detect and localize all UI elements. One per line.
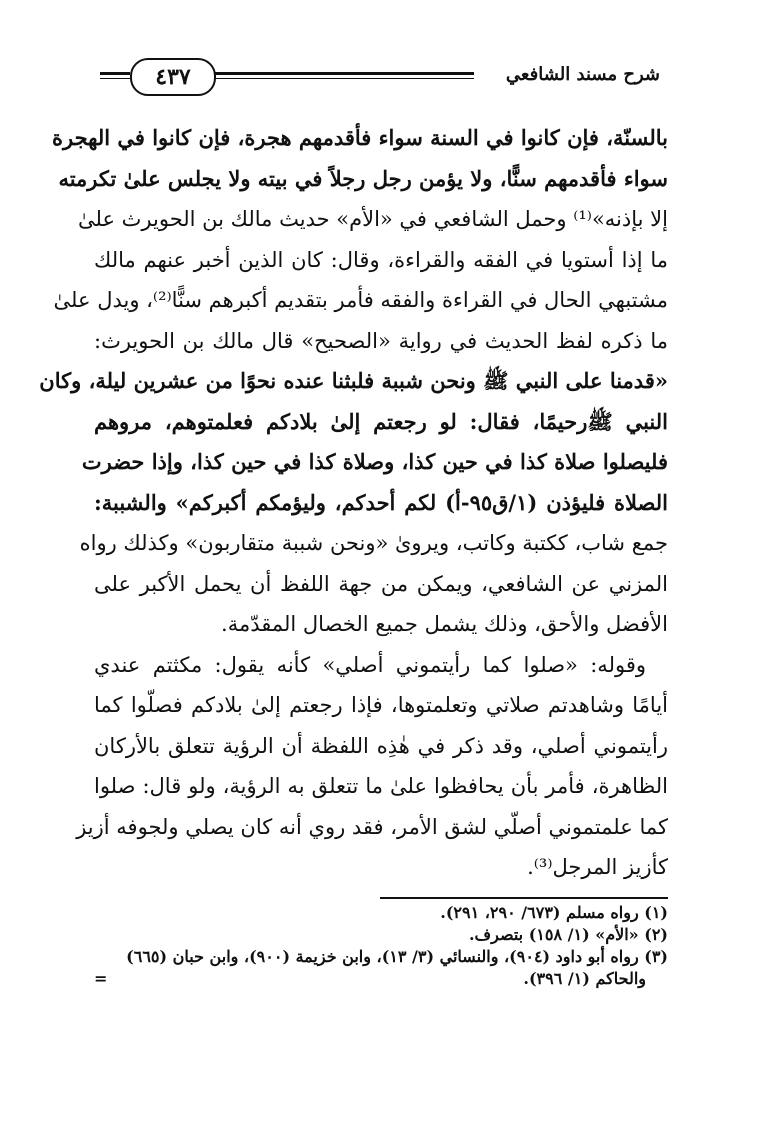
footnote: (٢) «الأم» (١/ ١٥٨) بتصرف. <box>468 925 668 944</box>
text-line: كأزيز المرجل⁽³⁾. <box>527 855 668 879</box>
text-line: فليصلوا صلاة كذا في حين كذا، وصلاة كذا في حين كذا، وإذا حضرت <box>81 449 668 474</box>
text-line: أيامًا وشاهدتم صلاتي وتعلمتوها، فإذا رجعتم إلىٰ بلادكم فصلّوا كما <box>94 693 668 717</box>
header-rule-left-thick <box>100 72 130 75</box>
text-line: مشتبهي الحال في القراءة والفقه فأمر بتقديم أكبرهم سنًّا⁽²⁾، ويدل علىٰ <box>53 288 668 312</box>
text-line: النبي ﷺرحيمًا، فقال: لو رجعتم إلىٰ بلادكم فعلمتوهم، مروهم <box>94 408 668 434</box>
header-rule-thin <box>212 78 474 79</box>
footnotes <box>94 902 668 990</box>
text-line: بالسنّة، فإن كانوا في السنة سواء فأقدمهم هجرة، فإن كانوا في الهجرة <box>52 125 668 150</box>
text-line: سواء فأقدمهم سنًّا، ولا يؤمن رجل رجلاً في بيته ولا يجلس علىٰ تكرمته <box>58 165 668 191</box>
footnote-text: والحاكم (١/ ٣٩٦). <box>523 969 646 988</box>
running-title: شرح مسند الشافعي <box>505 64 660 85</box>
text-line: وقوله: «صلوا كما رأيتموني أصلي» كأنه يقول: مكثتم عندي <box>94 652 646 677</box>
text-line: إلا بإذنه»⁽¹⁾ وحمل الشافعي في «الأم» حديث مالك بن الحويرث علىٰ <box>78 207 668 231</box>
text-line: جمع شاب، ككتبة وكاتب، ويروىٰ «ونحن شببة متقاربون» وكذلك رواه <box>79 531 668 555</box>
footnote <box>94 968 668 990</box>
page-header <box>100 58 660 98</box>
text-line: ما إذا أستويا في الفقه والقراءة، وقال: كان الذين أخبر عنهم مالك <box>94 247 668 272</box>
text-line: رأيتموني أصلي، وقد ذكر في هٰذِه اللفظة أن الرؤية تتعلق بالأركان <box>94 733 668 758</box>
text-line: «قدمنا على النبي ﷺ ونحن شببة فلبثنا عنده نحوًا من عشرين ليلة، وكان <box>39 368 668 393</box>
header-rule-left-thin <box>100 78 130 79</box>
text-line: المزني عن الشافعي، ويمكن من جهة اللفظ أن يحمل الأكبر على <box>94 571 668 596</box>
footnote: (٣) رواه أبو داود (٩٠٤)، والنسائي (٣/ ١٣)، وابن خزيمة (٩٠٠)، وابن حبان (٦٦٥) <box>126 947 668 966</box>
continuation-mark: = <box>94 969 108 988</box>
footnote-separator <box>380 897 668 899</box>
page-number-badge: ٤٣٧ <box>130 58 216 96</box>
main-text <box>39 118 668 888</box>
text-line: الظاهرة، فأمر بأن يحافظوا علىٰ ما تتعلق به الرؤية، ولو قال: صلوا <box>94 774 668 798</box>
header-rule-thick <box>212 72 474 75</box>
footnote: (١) رواه مسلم (٦٧٣/ ٢٩٠، ٢٩١). <box>440 903 668 922</box>
text-line: ما ذكره لفظ الحديث في رواية «الصحيح» قال مالك بن الحويرث: <box>94 328 668 353</box>
text-line: الأفضل والأحق، وذلك يشمل جميع الخصال المقدّمة. <box>221 612 668 636</box>
text-line: الصلاة فليؤذن (١/ق٩٥-أ) لكم أحدكم، وليؤمكم أكبركم» والشببة: <box>94 489 668 515</box>
text-line: كما علمتموني أصلّي لشق الأمر، فقد روي أنه كان يصلي ولجوفه أزيز <box>76 814 668 839</box>
